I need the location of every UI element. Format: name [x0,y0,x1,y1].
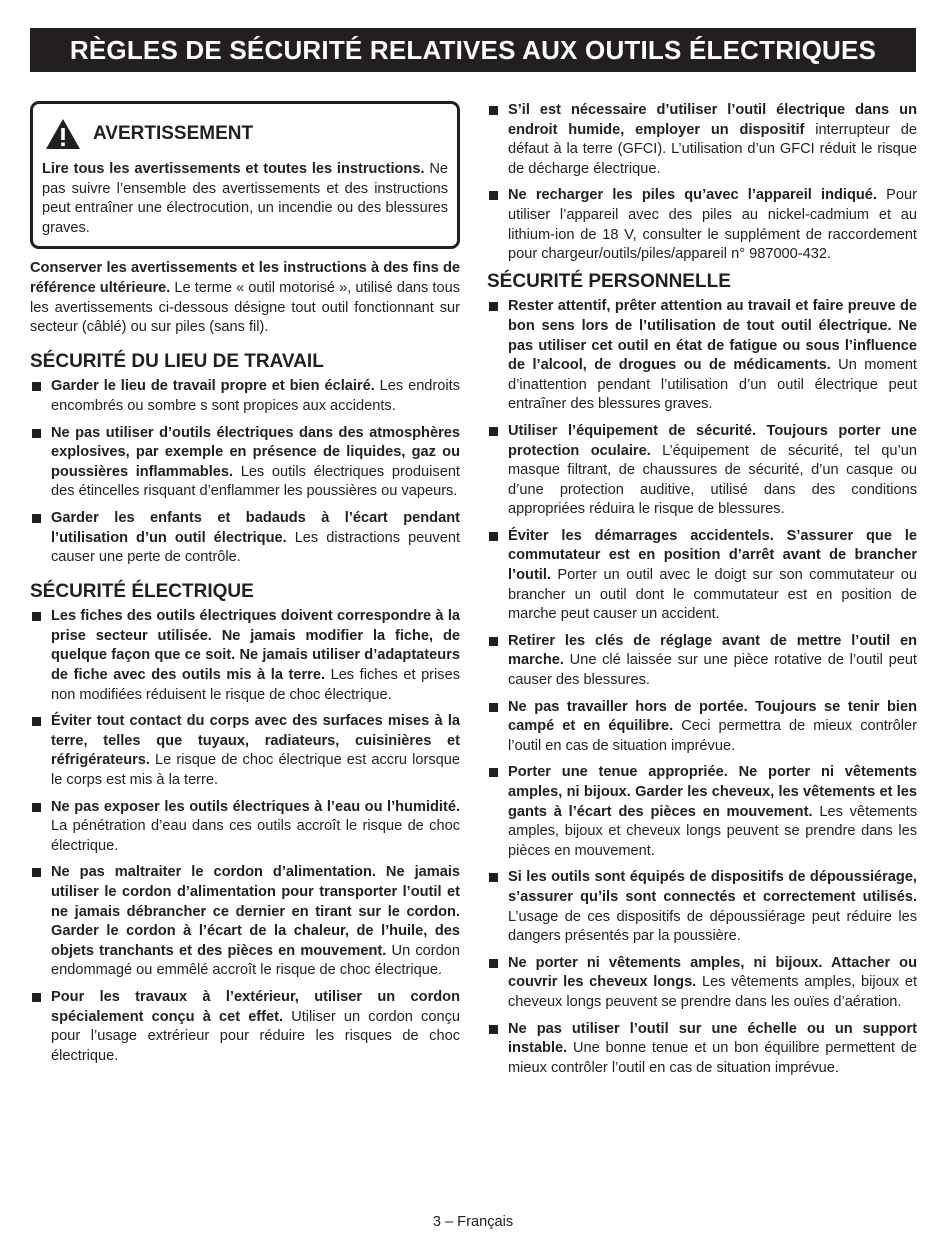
bullet-square-icon [32,382,41,391]
item-text: Pour utiliser l’appareil avec des piles au nickel-cadmium et au lithium-ion de 18 V, consulter le supplément de raccordement pour chargeur/outils/piles/appareil n° 987000-432. [508,187,917,263]
item-text: Les vêtements amples, bijoux et cheveux longs peuvent se prendre dans les pièces en mouvement. [508,803,918,859]
intro-text: Le terme « outil motorisé », utilisé dans tous les avertissements ci-dessous désigne tout outil fonctionnant sur secteur (câblé) ou sur piles (sans fil). [30,279,460,336]
bullet-square-icon [32,993,41,1002]
item-bold: Ne porter ni vêtements amples, ni bijoux. Attacher ou couvrir les cheveux longs. [508,954,917,991]
item-bold: Garder les enfants et badauds à l’écart pendant l’utilisation d’un outil électrique. [51,509,460,546]
warning-body: Ne pas suivre l’ensemble des avertissements et des instructions peut entraîner une électrocution, un incendie ou des blessures graves. [42,161,448,236]
list-item [487,868,917,946]
item-text: Les outils électriques produisent des étincelles risquant d’enflammer les poussières ou vapeurs. [51,463,460,500]
bullet-square-icon [32,612,41,621]
item-text: L’équipement de sécurité, tel qu’un masque filtrant, de chaussures de sécurité, d’un casque ou d’une protection auditive, utilisé dans des conditions appropriées réduira le risque de blessures. [508,442,917,518]
item-bold: Les fiches des outils électriques doivent correspondre à la prise secteur utilisée. Ne jamais modifier la fiche, de quelque façon que ce soit. Ne jamais utiliser d’adaptateurs de fiche avec des outils mis à la terre. [51,608,460,684]
bullet-square-icon [489,768,498,777]
item-text: Les distractions peuvent causer une perte de contrôle. [51,529,460,566]
list-item [487,1020,917,1079]
work-area-list [30,377,460,567]
bullet-square-icon [489,873,498,882]
item-bold: Ne recharger les piles qu’avec l’appareil indiqué. [508,187,877,204]
section-heading-work-area: SÉCURITÉ DU LIEU DE TRAVAIL [30,350,324,372]
item-bold: Pour les travaux à l’extérieur, utiliser un cordon spécialement conçu à cet effet. [51,988,460,1025]
list-item [487,186,917,264]
list-item [487,422,917,520]
list-item [30,798,460,857]
bullet-square-icon [489,637,498,646]
intro-bold: Conserver les avertissements et les instructions à des fins de référence ultérieure. [30,260,460,296]
list-item [487,632,917,691]
warning-text [42,160,448,238]
item-text: Une bonne tenue et un bon équilibre permettent de mieux contrôler l’outil en cas de situation imprévue. [508,1040,917,1076]
bullet-square-icon [32,803,41,812]
item-bold: Ne pas utiliser d’outils électriques dans des atmosphères explosives, par exemple en présence de liquides, gaz ou poussières inflammables. [51,424,460,480]
bullet-square-icon [489,959,498,968]
item-text: Le risque de choc électrique est accru lorsque le corps est mis à la terre. [51,752,460,789]
list-item [30,377,460,416]
left-column [30,101,460,1073]
list-item [487,297,917,415]
list-item [30,424,460,502]
bullet-square-icon [489,427,498,436]
list-item [30,712,460,790]
item-bold: Retirer les clés de réglage avant de mettre l’outil en marche. [508,632,917,669]
item-text: Les vêtements amples, bijoux et cheveux longs peuvent se prendre dans les ouïes d’aération. [508,974,918,1010]
item-text: Un moment d’inattention pendant l’utilisation d’un outil électrique peut entraîner des blessures graves. [508,357,917,413]
bullet-square-icon [32,717,41,726]
bullet-square-icon [489,703,498,712]
item-text: Les fiches et prises non modifiées réduisent le risque de choc électrique. [51,667,460,703]
item-bold: Ne pas utiliser l’outil sur une échelle ou un support instable. [508,1020,917,1057]
item-text: Une clé laissée sur une pièce rotative de l’outil peut causer des blessures. [508,652,917,689]
personal-list [487,297,917,1078]
item-bold: Garder le lieu de travail propre et bien éclairé. [51,378,375,395]
item-text: Ceci permettra de mieux contrôler l’outil en cas de situation imprévue. [508,718,917,754]
warning-triangle-icon [45,118,81,150]
section-heading-electrical: SÉCURITÉ ÉLECTRIQUE [30,580,254,602]
item-bold: Si les outils sont équipés de dispositifs de dépoussiérage, s’assurer qu’ils sont connectés et correctement utilisés. [508,869,917,905]
list-item [30,509,460,568]
item-text: Porter un outil avec le doigt sur son commutateur ou brancher un outil dont le commutateur est en position de marche peut causer un accident. [508,567,917,623]
list-item [487,101,917,179]
list-item [30,607,460,705]
bullet-square-icon [489,106,498,115]
item-text: La pénétration d’eau dans ces outils accroît le risque de choc électrique. [51,818,460,854]
item-text: interrupteur de défaut à la terre (GFCI). L’utilisation d’un GFCI réduit le risque de décharge électrique. [508,121,917,177]
bullet-square-icon [489,302,498,311]
bullet-square-icon [489,532,498,541]
item-bold: S’il est nécessaire d’utiliser l’outil électrique dans un endroit humide, employer un dispositif [508,102,917,138]
list-item [30,988,460,1066]
intro-paragraph [30,259,460,337]
list-item [30,863,460,981]
warning-title: AVERTISSEMENT [93,123,254,145]
list-item [487,527,917,625]
right-column [487,101,917,1085]
item-bold: Ne pas travailler hors de portée. Toujours se tenir bien campé et en équilibre. [508,698,917,735]
bullet-square-icon [32,868,41,877]
bullet-square-icon [489,191,498,200]
warning-box [30,101,460,249]
item-bold: Ne pas maltraiter le cordon d’alimentation. Ne jamais utiliser le cordon d’alimentation pour transporter l’outil et ne jamais débrancher ce dernier en tirant sur le cordon. Garder le cordon à l’écart de la chaleur, de l’huile, des objets tranchants et des pièces en mouvement. [51,864,460,959]
item-bold: Ne pas exposer les outils électriques à l’eau ou l’humidité. [51,798,460,815]
page-title-bar [30,28,916,72]
item-bold: Éviter tout contact du corps avec des surfaces mises à la terre, telles que tuyaux, radiateurs, cuisinières et réfrigérateurs. [51,713,460,769]
bullet-square-icon [32,429,41,438]
section-heading-personal: SÉCURITÉ PERSONNELLE [487,270,731,292]
warning-bold: Lire tous les avertissements et toutes les instructions. [42,161,425,177]
list-item [487,763,917,861]
item-text: Utiliser un cordon conçu pour l’usage extrérieur pour réduire les risques de choc électrique. [51,1008,460,1064]
bullet-square-icon [32,514,41,523]
warning-header [42,112,448,156]
item-text: L’usage de ces dispositifs de dépoussiérage peut réduire les dangers présentés par la poussière. [508,908,917,945]
page-footer: 3 – Français [432,1214,514,1230]
electrical-list [30,607,460,1066]
item-bold: Utiliser l’équipement de sécurité. Toujours porter une protection oculaire. [508,422,917,459]
page-title: RÈGLES DE SÉCURITÉ RELATIVES AUX OUTILS ÉLECTRIQUES [69,34,877,65]
item-bold: Éviter les démarrages accidentels. S’assurer que le commutateur est en position d’arrêt avant de brancher l’outil. [508,527,917,584]
electrical-continued-list [487,101,917,265]
item-bold: Porter une tenue appropriée. Ne porter ni vêtements amples, ni bijoux. Garder les cheveux, les vêtements et les gants à l’écart des pièces en mouvement. [508,764,917,820]
list-item [487,698,917,757]
item-text: Un cordon endommagé ou emmêlé accroît le risque de choc électrique. [51,942,461,979]
bullet-square-icon [489,1025,498,1034]
list-item [487,954,917,1013]
item-bold: Rester attentif, prêter attention au travail et faire preuve de bon sens lors de l’utilisation de tout outil électrique. Ne pas utiliser cet outil en état de fatigue ou sous l’influence de l’alcool, de drogues ou de médicaments. [508,298,917,374]
item-text: Les endroits encombrés ou sombre s sont propices aux accidents. [51,378,460,414]
